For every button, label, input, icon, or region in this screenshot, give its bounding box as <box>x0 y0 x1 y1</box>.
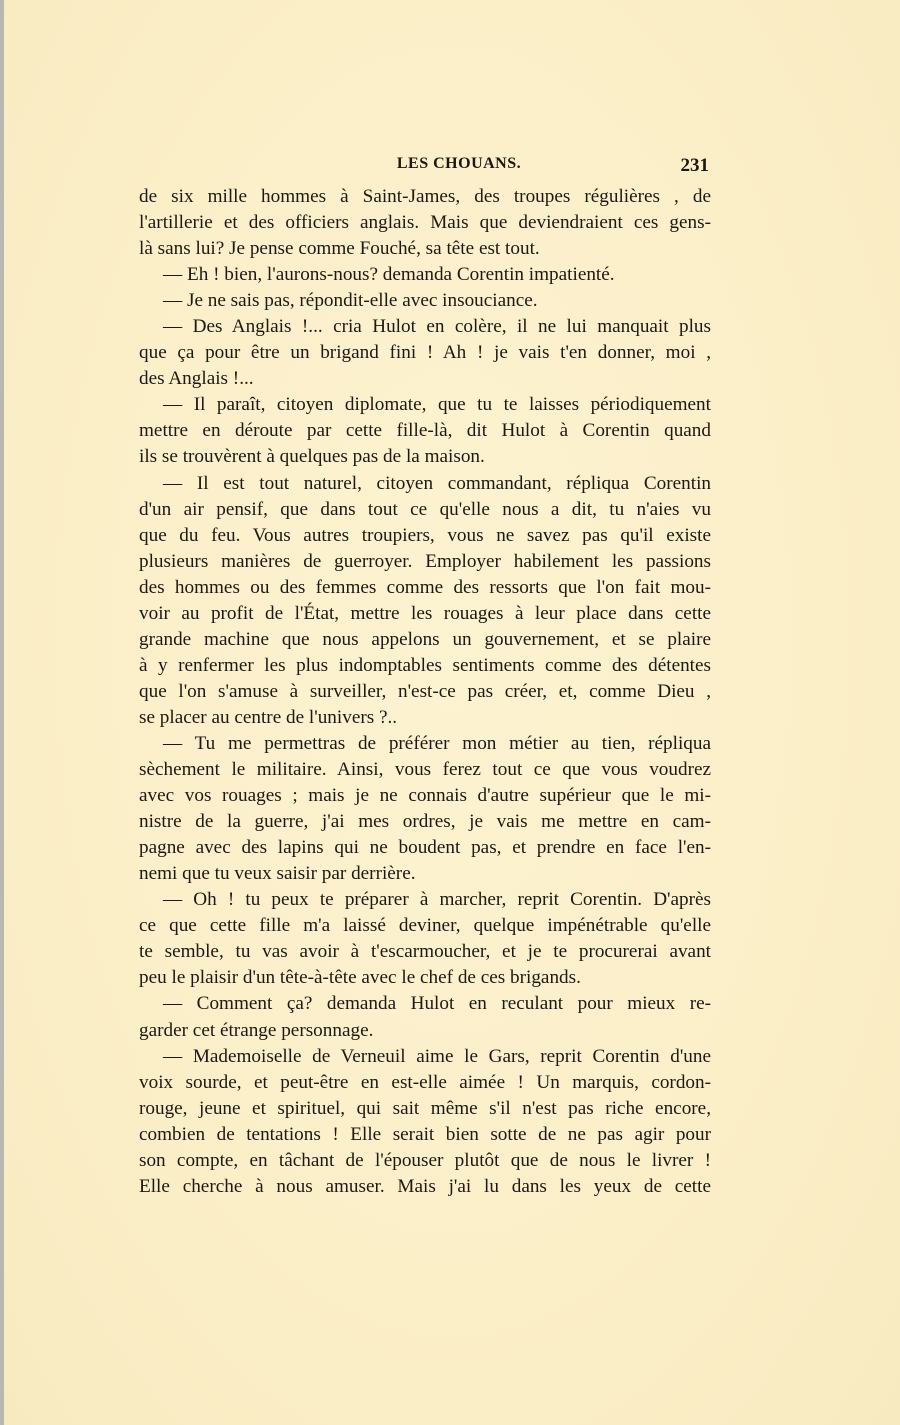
text-line: — Je ne sais pas, répondit-elle avec insouciance. <box>163 290 538 312</box>
text-line: voix sourde, et peut-être en est-elle aimée ! Un marquis, cordon- <box>139 1071 711 1093</box>
text-line: nemi que tu veux saisir par derrière. <box>139 863 416 885</box>
text-line: de six mille hommes à Saint-James, des troupes régulières , de <box>139 186 711 207</box>
paragraph <box>139 731 711 887</box>
text-line: — Tu me permettras de préférer mon métier au tien, répliqua <box>163 732 711 754</box>
text-line: rouge, jeune et spirituel, qui sait même s'il n'est pas riche encore, <box>139 1097 711 1119</box>
text-line: combien de tentations ! Elle serait bien sotte de ne pas agir pour <box>139 1123 711 1145</box>
paragraph <box>139 262 711 288</box>
text-line: son compte, en tâchant de l'épouser plutôt que de nous le livrer ! <box>139 1149 711 1171</box>
paragraph <box>139 184 711 262</box>
text-line: — Eh ! bien, l'aurons-nous? demanda Corentin impatienté. <box>163 264 615 286</box>
text-line: avec vos rouages ; mais je ne connais d'autre supérieur que le mi- <box>139 785 711 807</box>
text-line: te semble, tu vas avoir à t'escarmoucher, et je te procurerai avant <box>139 941 711 963</box>
text-line: ils se trouvèrent à quelques pas de la maison. <box>139 446 485 468</box>
paragraph <box>139 392 711 470</box>
page-number: 231 <box>680 155 709 176</box>
running-title: LES CHOUANS. <box>396 155 522 172</box>
paragraph <box>139 1044 711 1200</box>
text-line: peu le plaisir d'un tête-à-tête avec le chef de ces brigands. <box>139 967 581 989</box>
text-line: — Il paraît, citoyen diplomate, que tu te laisses périodiquement <box>163 394 711 416</box>
text-line: ce que cette fille m'a laissé deviner, quelque impénétrable qu'elle <box>139 915 711 937</box>
text-line: mettre en déroute par cette fille-là, dit Hulot à Corentin quand <box>139 420 711 442</box>
text-line: d'un air pensif, que dans tout ce qu'elle nous a dit, tu n'aies vu <box>139 498 711 520</box>
text-line: que l'on s'amuse à surveiller, n'est-ce pas créer, et, comme Dieu , <box>139 680 711 702</box>
text-line: que ça pour être un brigand fini ! Ah ! je vais t'en donner, moi , <box>139 342 711 364</box>
paragraph <box>139 991 711 1043</box>
text-line: — Des Anglais !... cria Hulot en colère, il ne lui manquait plus <box>163 316 711 338</box>
paragraph <box>139 288 711 314</box>
paragraph <box>139 887 711 991</box>
text-line: garder cet étrange personnage. <box>139 1019 374 1041</box>
book-page <box>4 0 900 1425</box>
paragraph <box>139 314 711 392</box>
text-line: grande machine que nous appelons un gouvernement, et se plaire <box>139 628 711 650</box>
text-line: là sans lui? Je pense comme Fouché, sa tête est tout. <box>139 238 540 260</box>
text-line: se placer au centre de l'univers ?.. <box>139 706 398 728</box>
text-line: nistre de la guerre, j'ai mes ordres, je vais me mettre en cam- <box>139 811 711 833</box>
text-line: — Oh ! tu peux te préparer à marcher, reprit Corentin. D'après <box>163 889 711 911</box>
text-line: l'artillerie et des officiers anglais. Mais que deviendraient ces gens- <box>139 212 711 234</box>
text-line: sèchement le militaire. Ainsi, vous ferez tout ce que vous voudrez <box>139 759 711 781</box>
text-line: des hommes ou des femmes comme des ressorts que l'on fait mou- <box>139 576 711 598</box>
text-line: — Mademoiselle de Verneuil aime le Gars, reprit Corentin d'une <box>163 1045 711 1067</box>
text-line: — Il est tout naturel, citoyen commandant, répliqua Corentin <box>163 472 711 494</box>
running-head <box>139 155 709 181</box>
text-line: des Anglais !... <box>139 368 254 390</box>
text-line: voir au profit de l'État, mettre les rouages à leur place dans cette <box>139 602 711 624</box>
text-line: Elle cherche à nous amuser. Mais j'ai lu dans les yeux de cette <box>139 1175 711 1197</box>
text-line: — Comment ça? demanda Hulot en reculant pour mieux re- <box>163 993 711 1015</box>
text-line: que du feu. Vous autres troupiers, vous ne savez pas qu'il existe <box>139 524 711 546</box>
text-line: plusieurs manières de guerroyer. Employer habilement les passions <box>139 550 711 572</box>
body-text <box>139 184 711 1200</box>
paragraph <box>139 471 711 731</box>
text-line: à y renfermer les plus indomptables sentiments comme des détentes <box>139 654 711 676</box>
text-line: pagne avec des lapins qui ne boudent pas, et prendre en face l'en- <box>139 837 711 859</box>
